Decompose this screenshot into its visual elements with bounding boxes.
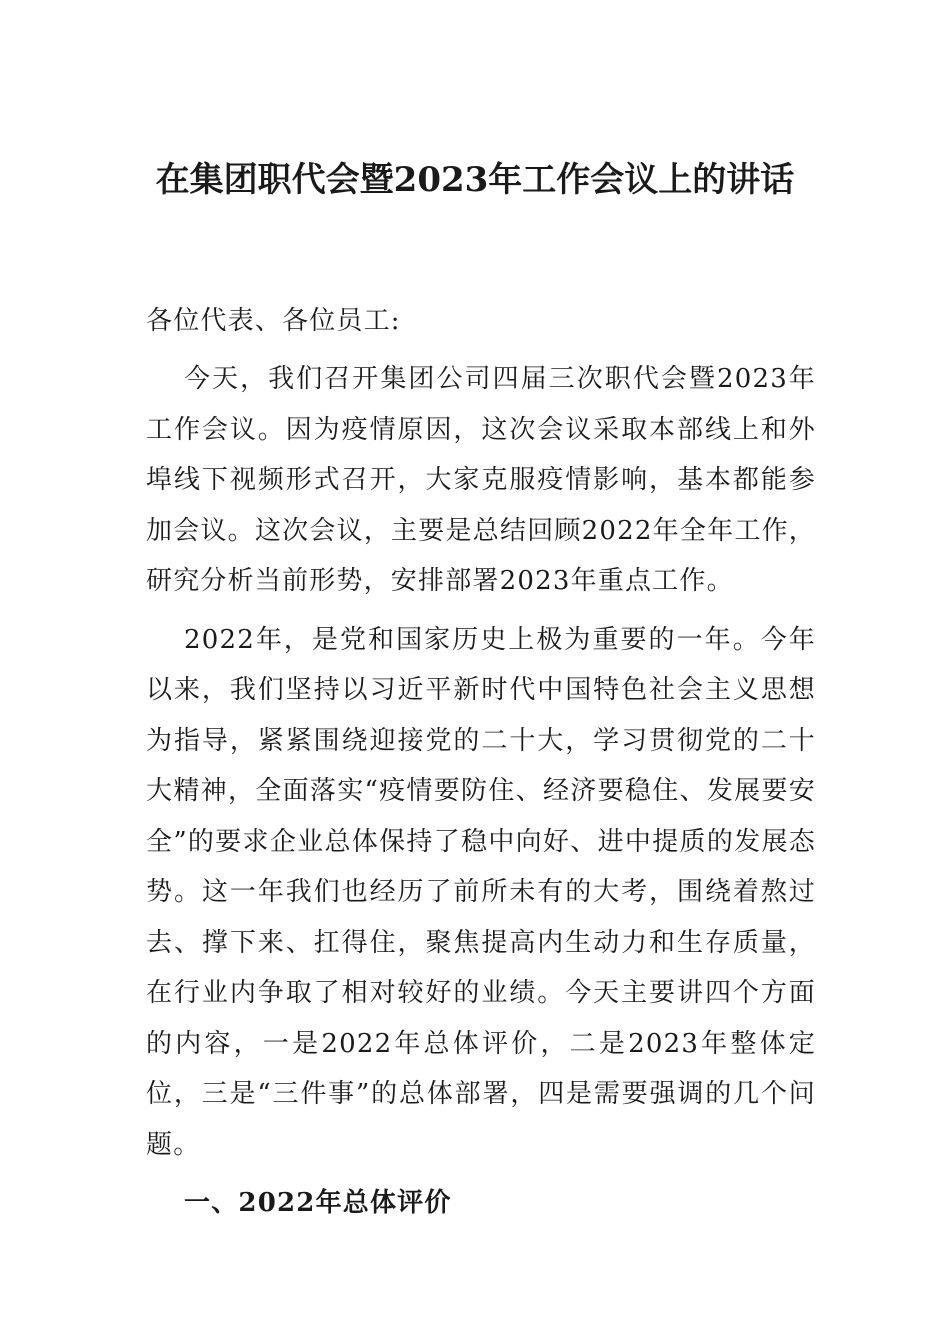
- section-heading-1: 一、2022年总体评价: [184, 1188, 452, 1218]
- paragraph-opening: 今天，我们召开集团公司四届三次职代会暨2023年工作会议。因为疫情原因，这次会议采取本部线上和外埠线下视频形式召开，大家克服疫情影响，基本都能参加会议。这次会议，主要是总结回顾2022年全年工作，研究分析当前形势，安排部署2023年重点工作。: [146, 364, 816, 596]
- document-title: 在集团职代会暨2023年工作会议上的讲话: [155, 160, 795, 200]
- document-body: [146, 296, 816, 1228]
- paragraph-review-2022: 2022年，是党和国家历史上极为重要的一年。今年以来，我们坚持以习近平新时代中国特色社会主义思想为指导，紧紧围绕迎接党的二十大，学习贯彻党的二十大精神，全面落实“疫情要防住、经济要稳住、发展要安全”的要求企业总体保持了稳中向好、进中提质的发展态势。这一年我们也经历了前所未有的大考，围绕着熬过去、撑下来、扛得住，聚焦提高内生动力和生存质量，在行业内争取了相对较好的业绩。今天主要讲四个方面的内容，一是2022年总体评价，二是2023年整体定位，三是“三件事”的总体部署，四是需要强调的几个问题。: [146, 624, 816, 1160]
- salutation: 各位代表、各位员工:: [146, 306, 401, 336]
